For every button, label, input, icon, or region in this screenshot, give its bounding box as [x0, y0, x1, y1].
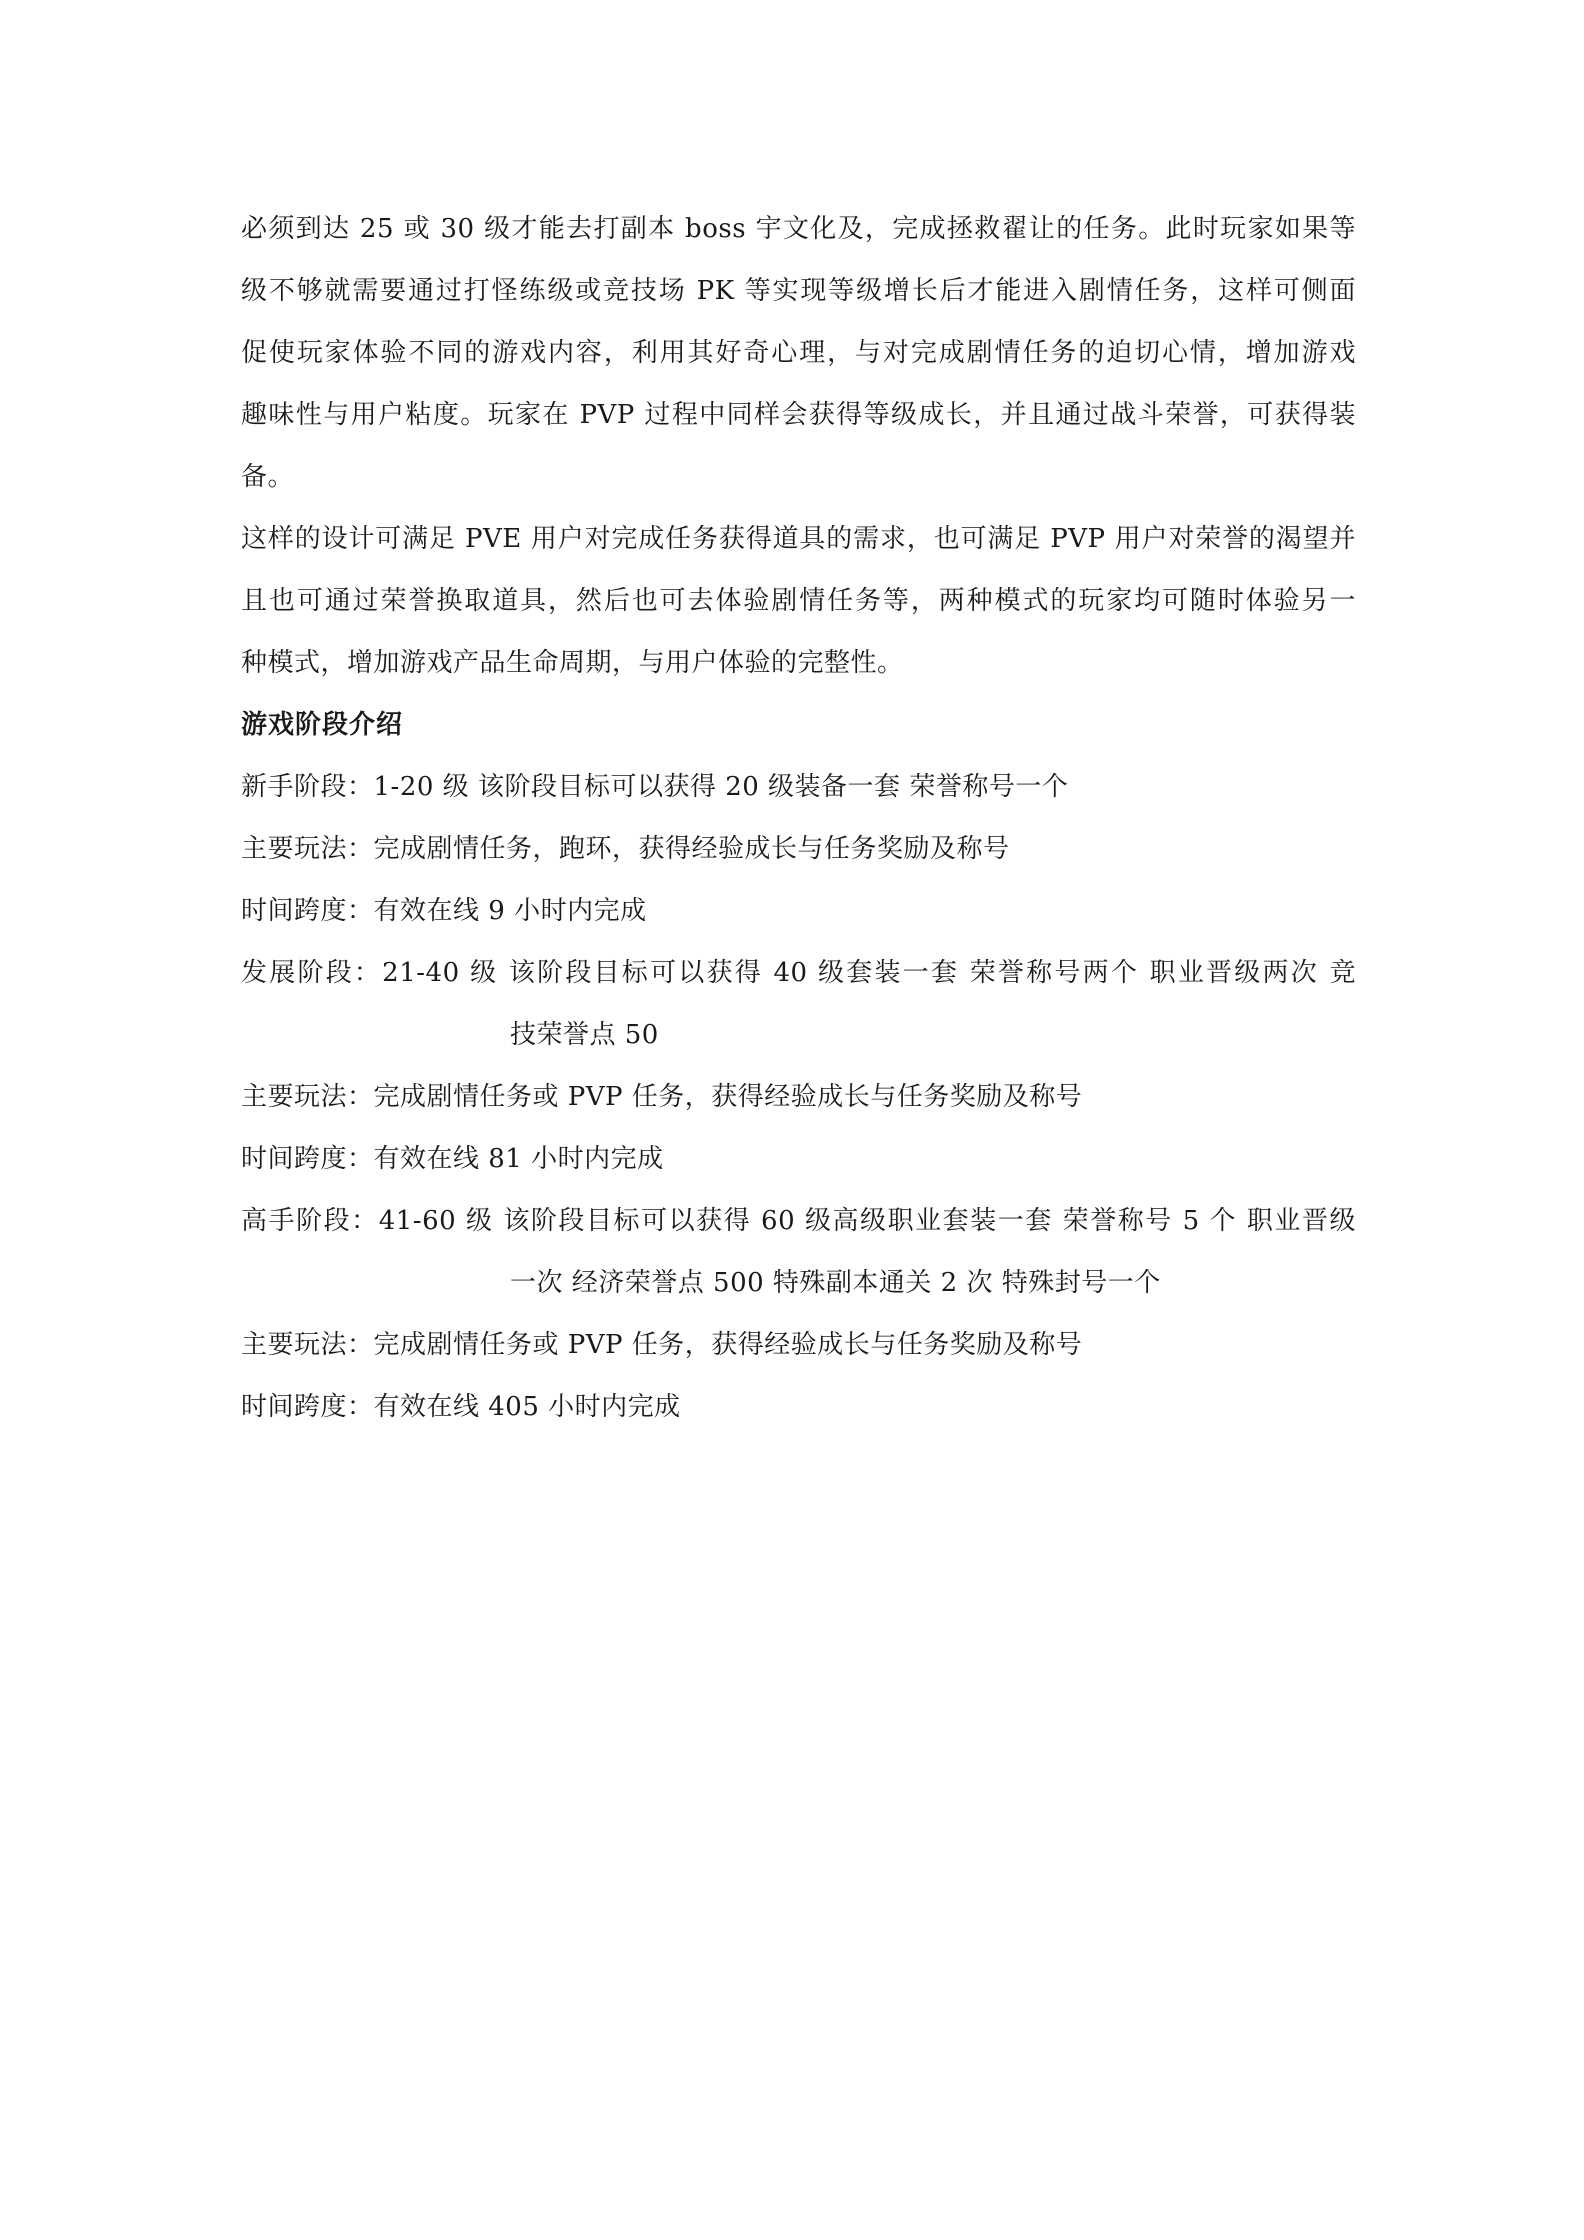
paragraph-2-line: 且也可通过荣誉换取道具，然后也可去体验剧情任务等，两种模式的玩家均可随时体验另一	[241, 586, 1356, 616]
stage-line-continuation: 技荣誉点 50	[510, 1020, 659, 1050]
stage-line-continuation: 一次 经济荣誉点 500 特殊副本通关 2 次 特殊封号一个	[510, 1268, 1161, 1298]
document-body	[241, 198, 1356, 1438]
paragraph-1-line: 促使玩家体验不同的游戏内容，利用其好奇心理，与对完成剧情任务的迫切心情，增加游戏	[241, 338, 1356, 368]
timespan-line: 时间跨度：有效在线 9 小时内完成	[241, 896, 647, 926]
gameplay-line: 主要玩法：完成剧情任务或 PVP 任务，获得经验成长与任务奖励及称号	[241, 1082, 1083, 1112]
gameplay-line: 主要玩法：完成剧情任务或 PVP 任务，获得经验成长与任务奖励及称号	[241, 1330, 1083, 1360]
timespan-line: 时间跨度：有效在线 405 小时内完成	[241, 1392, 681, 1422]
stage-line: 新手阶段：1-20 级 该阶段目标可以获得 20 级装备一套 荣誉称号一个	[241, 772, 1069, 802]
stage-block-development	[241, 942, 1356, 1190]
paragraph-1-line: 备。	[241, 462, 295, 492]
paragraph-1-line: 必须到达 25 或 30 级才能去打副本 boss 宇文化及，完成拯救翟让的任务。此时玩家如果等	[241, 214, 1356, 244]
timespan-line: 时间跨度：有效在线 81 小时内完成	[241, 1144, 664, 1174]
stage-line: 发展阶段：21-40 级 该阶段目标可以获得 40 级套装一套 荣誉称号两个 职业晋级两次 竞	[241, 958, 1356, 988]
stage-block-expert	[241, 1190, 1356, 1438]
intro-section	[241, 198, 1356, 694]
paragraph-2-line: 这样的设计可满足 PVE 用户对完成任务获得道具的需求，也可满足 PVP 用户对荣誉的渴望并	[241, 524, 1356, 554]
stage-block-novice	[241, 756, 1356, 942]
paragraph-1-line: 级不够就需要通过打怪练级或竞技场 PK 等实现等级增长后才能进入剧情任务，这样可侧面	[241, 276, 1356, 306]
stage-line: 高手阶段：41-60 级 该阶段目标可以获得 60 级高级职业套装一套 荣誉称号 5 个 职业晋级	[241, 1206, 1356, 1236]
paragraph-2-line: 种模式，增加游戏产品生命周期，与用户体验的完整性。	[241, 648, 904, 678]
section-heading: 游戏阶段介绍	[241, 710, 404, 740]
gameplay-line: 主要玩法：完成剧情任务，跑环，获得经验成长与任务奖励及称号	[241, 834, 1010, 864]
paragraph-1	[241, 198, 1356, 508]
paragraph-1-line: 趣味性与用户粘度。玩家在 PVP 过程中同样会获得等级成长，并且通过战斗荣誉，可获得装	[241, 400, 1356, 430]
paragraph-2	[241, 508, 1356, 694]
